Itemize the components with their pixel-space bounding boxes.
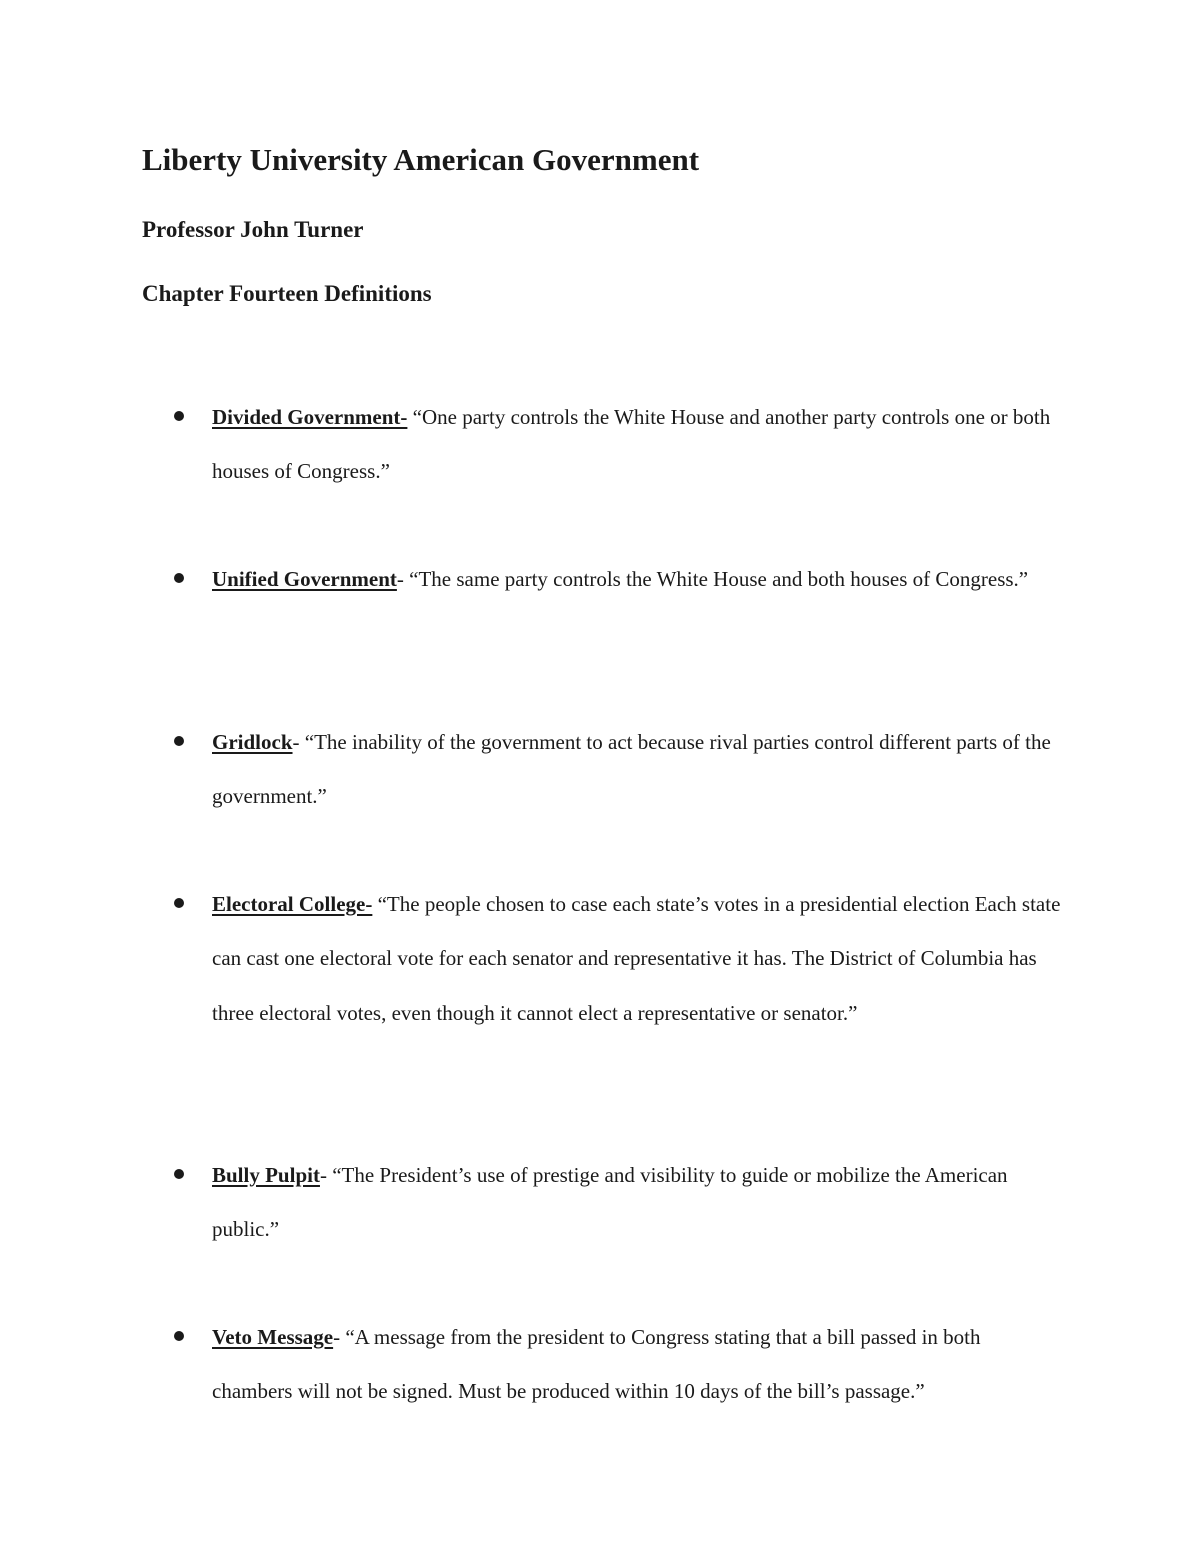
term-electoral-college[interactable]: Electoral College- xyxy=(212,892,373,916)
definition-text: “The President’s use of prestige and visibility to guide or mobilize the American public.” xyxy=(212,1163,1008,1242)
bullet-icon xyxy=(174,1169,184,1179)
bullet-icon xyxy=(174,1331,184,1341)
term-gridlock[interactable]: Gridlock xyxy=(212,730,293,754)
document-title: Liberty University American Government xyxy=(142,142,700,177)
term-separator: - xyxy=(396,567,410,591)
professor-name: Professor John Turner xyxy=(142,217,364,242)
term-unified-government[interactable]: Unified Government xyxy=(212,567,397,591)
term-separator: - xyxy=(333,1325,346,1349)
definition-item-unified-government xyxy=(212,552,1062,606)
term-divided-government[interactable]: Divided Government- xyxy=(212,405,408,429)
definition-text: “The people chosen to case each state’s votes in a presidential election Each state can cast one electoral vote for each senator and representative it has. The District of Columbia has three electoral votes, even though it cannot elect a representative or senator.” xyxy=(212,892,1061,1025)
definition-item-veto-message xyxy=(212,1310,1062,1419)
definition-text: “The inability of the government to act because rival parties control different parts of the government.” xyxy=(212,730,1051,809)
definition-text: “The same party controls the White House and both houses of Congress.” xyxy=(409,567,1029,591)
definition-item-bully-pulpit xyxy=(212,1148,1062,1257)
term-veto-message[interactable]: Veto Message xyxy=(212,1325,334,1349)
definition-item-gridlock xyxy=(212,715,1062,824)
definition-item-divided-government xyxy=(212,390,1062,499)
definition-text: “A message from the president to Congress stating that a bill passed in both chambers will not be signed. Must be produced within 10 days of the bill’s passage.” xyxy=(212,1325,981,1404)
term-separator: - xyxy=(292,730,305,754)
bullet-icon xyxy=(174,898,184,908)
definition-item-electoral-college xyxy=(212,877,1062,1040)
bullet-icon xyxy=(174,736,184,746)
chapter-heading: Chapter Fourteen Definitions xyxy=(142,281,432,306)
bullet-icon xyxy=(174,573,184,583)
bullet-icon xyxy=(174,411,184,421)
definition-text: “One party controls the White House and another party controls one or both houses of Congress.” xyxy=(212,405,1051,484)
term-bully-pulpit[interactable]: Bully Pulpit xyxy=(212,1163,320,1187)
term-separator: - xyxy=(319,1163,333,1187)
